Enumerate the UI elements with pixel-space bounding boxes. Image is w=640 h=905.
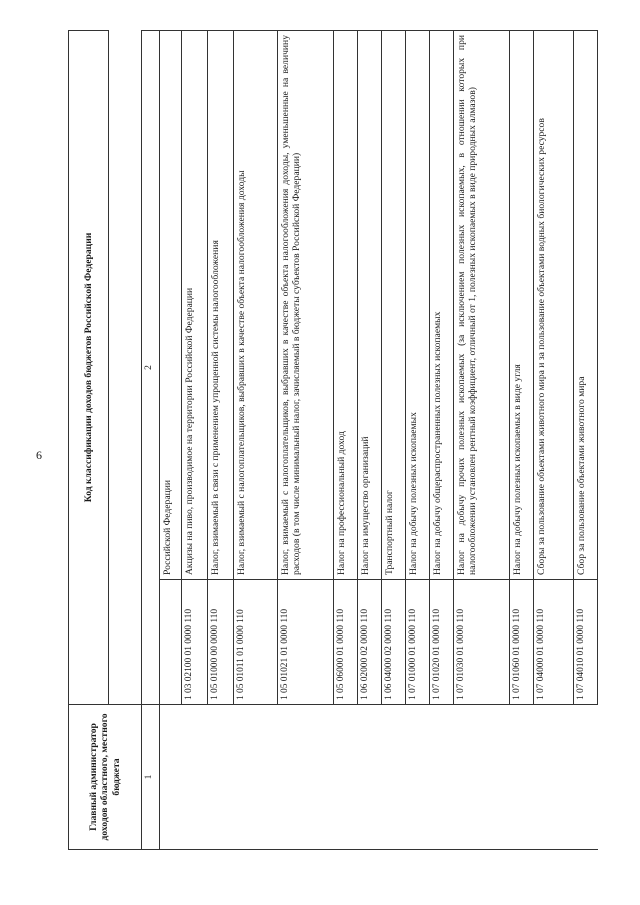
table-row-name: Налог на добычу прочих полезных ископаемых (за исключением полезных ископаемых, в отношении которых при налогообложении установлен рентный коэффициент, отличный от 1, полезных ископаемых в виде природных алмазов) (454, 31, 510, 580)
table-row-name: Налог на добычу полезных ископаемых (406, 31, 430, 580)
table-row-code: 1 07 01020 01 0000 110 (430, 580, 454, 705)
table-row-name: Российской Федерации (160, 31, 182, 580)
admin-cell-empty (160, 705, 598, 850)
table-row-name: Сбор за пользование объектами животного мира (574, 31, 598, 580)
table-row-name: Налог на имущество организаций (358, 31, 382, 580)
table-row-code: 1 07 04010 01 0000 110 (574, 580, 598, 705)
table-row-name: Сборы за пользование объектами животного мира и за пользование объектами водных биологических ресурсов (534, 31, 574, 580)
page-number: 6 (36, 448, 42, 462)
table-row-code: 1 06 04000 02 0000 110 (382, 580, 406, 705)
table-row-name: Налог на профессиональный доход (334, 31, 358, 580)
column-number-2: 2 (142, 31, 160, 705)
table-row-code: 1 06 02000 02 0000 110 (358, 580, 382, 705)
table-row-code: 1 07 01000 01 0000 110 (406, 580, 430, 705)
header-code-classification: Код классификации доходов бюджетов Российской Федерации (69, 31, 109, 705)
table-row-name: Налог на добычу полезных ископаемых в виде угля (510, 31, 534, 580)
table-row-code: 1 05 01021 01 0000 110 (278, 580, 334, 705)
table-row-code (160, 580, 182, 705)
table-row-code: 1 07 01030 01 0000 110 (454, 580, 510, 705)
header-admin: Главный администратор доходов областного, местного бюджета (69, 705, 142, 850)
table-row-name: Транспортный налог (382, 31, 406, 580)
table-row-name: Налог, взимаемый с налогоплательщиков, выбравших в качестве объекта налогообложения доходы (234, 31, 278, 580)
table-row-code: 1 05 06000 01 0000 110 (334, 580, 358, 705)
column-number-1: 1 (142, 705, 160, 850)
table-row-code: 1 03 02100 01 0000 110 (182, 580, 208, 705)
table-row-name: Налог, взимаемый в связи с применением упрощенной системы налогообложения (208, 31, 234, 580)
revenue-classification-table (68, 30, 598, 850)
table-row-code: 1 07 04000 01 0000 110 (534, 580, 574, 705)
table-row-name: Налог, взимаемый с налогоплательщиков, выбравших в качестве объекта налогообложения доходы, уменьшенные на величину расходов (в том числе минимальный налог, зачисляемый в бюджеты субъектов Российской Федерации) (278, 31, 334, 580)
table-row-name: Налог на добычу общераспространенных полезных ископаемых (430, 31, 454, 580)
revenue-table-sheet (68, 30, 598, 850)
table-row-code: 1 05 01011 01 0000 110 (234, 580, 278, 705)
table-row-code: 1 05 01000 00 0000 110 (208, 580, 234, 705)
table-row-name: Акцизы на пиво, производимое на территории Российской Федерации (182, 31, 208, 580)
table-row-code: 1 07 01060 01 0000 110 (510, 580, 534, 705)
